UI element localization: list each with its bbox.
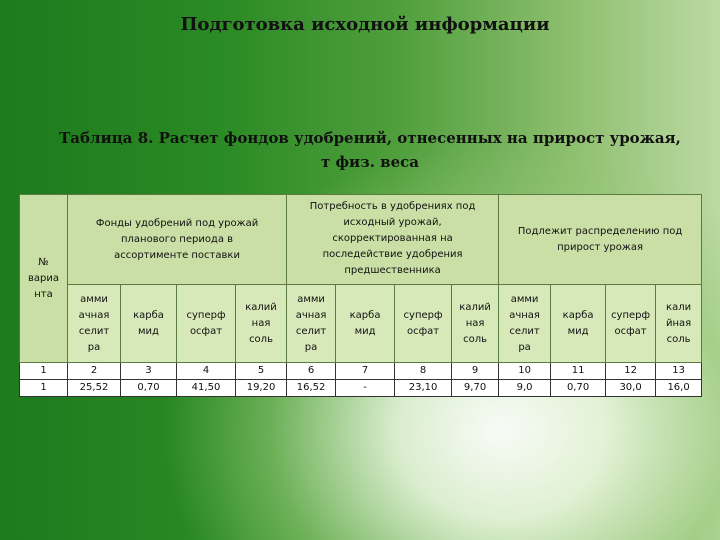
sub-header-ammonium-nitrate-1: амми ачная селит ра xyxy=(68,285,121,363)
table-cell: 1 xyxy=(20,380,68,397)
column-number: 4 xyxy=(177,363,236,380)
column-number: 7 xyxy=(336,363,395,380)
column-number: 10 xyxy=(499,363,551,380)
column-number: 2 xyxy=(68,363,121,380)
table-cell: 9,70 xyxy=(452,380,499,397)
sub-header-carbamide-3: карба мид xyxy=(551,285,606,363)
column-number: 12 xyxy=(606,363,656,380)
column-number: 1 xyxy=(20,363,68,380)
sub-header-potassium-salt-1: калий ная соль xyxy=(236,285,287,363)
table-caption-line-1: Таблица 8. Расчет фондов удобрений, отнесенных на прирост урожая, xyxy=(59,129,681,147)
table-cell: - xyxy=(336,380,395,397)
table-cell: 19,20 xyxy=(236,380,287,397)
slide-title: Подготовка исходной информации xyxy=(180,14,550,35)
column-number: 3 xyxy=(121,363,177,380)
sub-header-carbamide-2: карба мид xyxy=(336,285,395,363)
column-number: 11 xyxy=(551,363,606,380)
sub-header-potassium-salt-2: калий ная соль xyxy=(452,285,499,363)
table-cell: 0,70 xyxy=(551,380,606,397)
fertilizer-funds-table xyxy=(19,194,702,397)
table-cell: 23,10 xyxy=(395,380,452,397)
sub-header-superphosphate-1: суперф осфат xyxy=(177,285,236,363)
table-cell: 16,0 xyxy=(656,380,702,397)
sub-header-carbamide-1: карба мид xyxy=(121,285,177,363)
table-cell: 25,52 xyxy=(68,380,121,397)
column-number: 9 xyxy=(452,363,499,380)
table-cell: 0,70 xyxy=(121,380,177,397)
sub-header-potassium-salt-3: кали йная соль xyxy=(656,285,702,363)
table-cell: 16,52 xyxy=(287,380,336,397)
table-cell: 41,50 xyxy=(177,380,236,397)
table-caption xyxy=(40,126,700,174)
sub-header-ammonium-nitrate-3: амми ачная селит ра xyxy=(499,285,551,363)
column-number: 8 xyxy=(395,363,452,380)
funds-group-header: Фонды удобрений под урожай планового периода в ассортименте поставки xyxy=(68,195,287,285)
sub-header-ammonium-nitrate-2: амми ачная селит ра xyxy=(287,285,336,363)
column-number-row xyxy=(20,363,702,380)
sub-header-row xyxy=(20,285,702,363)
variant-number-header: № вариа нта xyxy=(20,195,68,363)
column-number: 5 xyxy=(236,363,287,380)
table-row xyxy=(20,380,702,397)
table-caption-line-2: т физ. веса xyxy=(320,153,419,171)
column-number: 13 xyxy=(656,363,702,380)
column-number: 6 xyxy=(287,363,336,380)
table-cell: 9,0 xyxy=(499,380,551,397)
sub-header-superphosphate-2: суперф осфат xyxy=(395,285,452,363)
distribution-group-header: Подлежит распределению под прирост урожая xyxy=(499,195,702,285)
table-cell: 30,0 xyxy=(606,380,656,397)
need-group-header: Потребность в удобрениях под исходный урожай, скорректированная на последействие удобрения предшественника xyxy=(287,195,499,285)
sub-header-superphosphate-3: суперф осфат xyxy=(606,285,656,363)
